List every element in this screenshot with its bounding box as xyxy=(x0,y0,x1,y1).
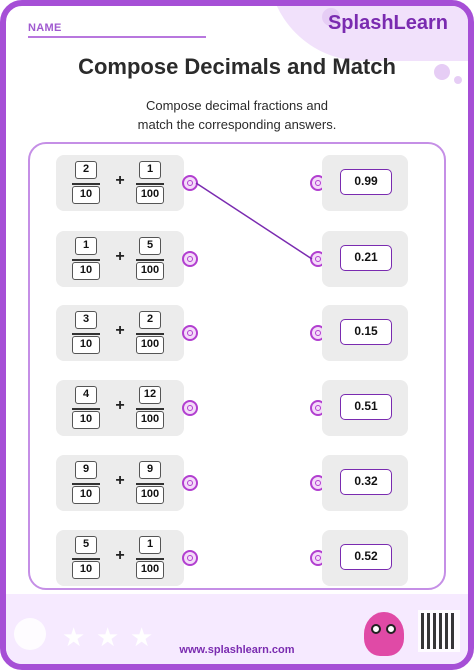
qr-code-icon xyxy=(418,610,460,652)
denominator: 10 xyxy=(72,486,100,504)
left-match-dot[interactable] xyxy=(182,175,198,191)
denominator: 10 xyxy=(72,186,100,204)
mascot-eye xyxy=(386,624,396,634)
left-match-dot[interactable] xyxy=(182,400,198,416)
fraction-hundredths xyxy=(136,384,164,432)
fraction-bar xyxy=(136,333,164,335)
numerator: 3 xyxy=(75,311,97,329)
denominator: 100 xyxy=(136,262,164,280)
plus-sign: + xyxy=(115,172,125,189)
numerator: 2 xyxy=(75,161,97,179)
answer-card xyxy=(322,455,408,511)
answer-value: 0.15 xyxy=(340,319,392,345)
answer-card xyxy=(322,530,408,586)
problem-card xyxy=(56,530,184,586)
mascot-eye xyxy=(371,624,381,634)
denominator: 10 xyxy=(72,411,100,429)
fraction-bar xyxy=(72,558,100,560)
fraction-bar xyxy=(72,259,100,261)
answer-value: 0.21 xyxy=(340,245,392,271)
fraction-hundredths xyxy=(136,235,164,283)
numerator: 9 xyxy=(139,461,161,479)
name-field[interactable] xyxy=(28,36,206,38)
footer-url[interactable]: www.splashlearn.com xyxy=(179,644,295,656)
plus-sign: + xyxy=(115,322,125,339)
star-icon: ★ xyxy=(96,622,120,652)
numerator: 1 xyxy=(75,237,97,255)
denominator: 10 xyxy=(72,336,100,354)
page-title: Compose Decimals and Match xyxy=(78,54,396,79)
name-label: NAME xyxy=(28,22,62,34)
denominator: 100 xyxy=(136,486,164,504)
denominator: 100 xyxy=(136,336,164,354)
left-match-dot[interactable] xyxy=(182,251,198,267)
left-match-dot[interactable] xyxy=(182,325,198,341)
instructions xyxy=(0,96,474,134)
fraction-tenths xyxy=(72,534,100,582)
numerator: 2 xyxy=(139,311,161,329)
problem-card xyxy=(56,380,184,436)
brand-logo: SplashLearn xyxy=(327,12,448,34)
star-icon: ★ xyxy=(130,622,154,652)
fraction-bar xyxy=(72,483,100,485)
fraction-tenths xyxy=(72,235,100,283)
denominator: 10 xyxy=(72,262,100,280)
fraction-bar xyxy=(72,333,100,335)
problem-card xyxy=(56,455,184,511)
left-match-dot[interactable] xyxy=(182,475,198,491)
answer-value: 0.99 xyxy=(340,169,392,195)
numerator: 5 xyxy=(139,237,161,255)
answer-card xyxy=(322,231,408,287)
numerator: 5 xyxy=(75,536,97,554)
denominator: 100 xyxy=(136,561,164,579)
answer-card xyxy=(322,155,408,211)
star-icon: ★ xyxy=(62,622,86,652)
plus-sign: + xyxy=(115,547,125,564)
fraction-bar xyxy=(136,483,164,485)
problem-card xyxy=(56,155,184,211)
denominator: 10 xyxy=(72,561,100,579)
plus-sign: + xyxy=(115,397,125,414)
numerator: 12 xyxy=(139,386,161,404)
problem-card xyxy=(56,305,184,361)
fraction-tenths xyxy=(72,309,100,357)
instructions-line-2: match the corresponding answers. xyxy=(137,117,337,132)
numerator: 9 xyxy=(75,461,97,479)
fraction-tenths xyxy=(72,459,100,507)
fraction-bar xyxy=(136,558,164,560)
fraction-bar xyxy=(136,183,164,185)
plus-sign: + xyxy=(115,248,125,265)
numerator: 4 xyxy=(75,386,97,404)
fraction-hundredths xyxy=(136,309,164,357)
problem-card xyxy=(56,231,184,287)
mascot-icon xyxy=(364,612,404,656)
plus-sign: + xyxy=(115,472,125,489)
numerator: 1 xyxy=(139,161,161,179)
answer-value: 0.52 xyxy=(340,544,392,570)
left-match-dot[interactable] xyxy=(182,550,198,566)
fraction-hundredths xyxy=(136,459,164,507)
fraction-bar xyxy=(72,183,100,185)
fraction-bar xyxy=(136,259,164,261)
answer-card xyxy=(322,380,408,436)
answer-value: 0.51 xyxy=(340,394,392,420)
denominator: 100 xyxy=(136,411,164,429)
numerator: 1 xyxy=(139,536,161,554)
fraction-bar xyxy=(136,408,164,410)
fraction-hundredths xyxy=(136,159,164,207)
instructions-line-1: Compose decimal fractions and xyxy=(145,98,329,113)
fraction-hundredths xyxy=(136,534,164,582)
fraction-tenths xyxy=(72,384,100,432)
fraction-bar xyxy=(72,408,100,410)
answer-card xyxy=(322,305,408,361)
answer-value: 0.32 xyxy=(340,469,392,495)
fraction-tenths xyxy=(72,159,100,207)
denominator: 100 xyxy=(136,186,164,204)
